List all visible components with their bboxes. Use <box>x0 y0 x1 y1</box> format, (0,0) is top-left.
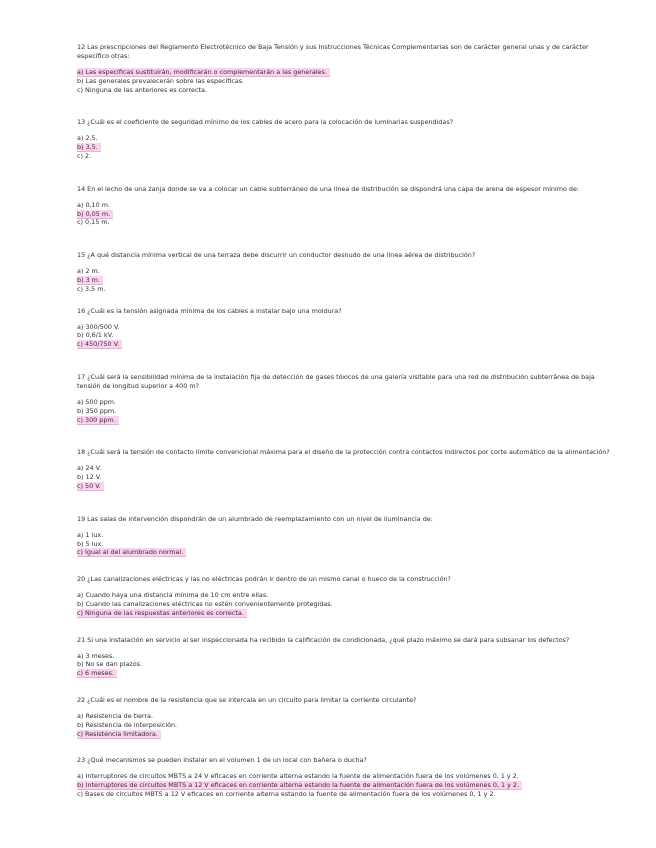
question-13 <box>77 118 617 160</box>
highlighted-answer: b) 3 m. <box>77 276 103 284</box>
highlighted-answer: b) 3,5. <box>77 143 101 151</box>
question-text: 18 ¿Cuál será la tensión de contacto límite convencional máxima para el diseño de la protección contra contactos indirectos por corte automático de la alimentación? <box>77 448 610 457</box>
question-12 <box>77 43 617 94</box>
question-14 <box>77 185 617 227</box>
answer-option-b: b) 0,6/1 kV. <box>77 331 114 340</box>
highlighted-answer: c) 300 ppm. <box>77 416 119 424</box>
question-text: 20 ¿Las canalizaciones eléctricas y las no eléctricas podrán ir dentro de un mismo canal o hueco de la construcción? <box>77 575 451 584</box>
answer-option-a: a) 2,5. <box>77 134 98 143</box>
document-page <box>77 43 617 799</box>
answer-option-c <box>77 669 617 678</box>
answer-option-c: c) Ninguna de las anteriores es correcta. <box>77 85 207 94</box>
highlighted-answer: b) 0,05 m. <box>77 210 113 218</box>
answer-option-c <box>77 730 617 739</box>
highlighted-answer: c) 450/750 V. <box>77 340 122 348</box>
answer-option-a: a) Interruptores de circuitos MBTS a 24 V eficaces en corriente alterna estando la fuente de alimentación fuera de los volúmenes 0, 1 y 2. <box>77 772 519 781</box>
question-22 <box>77 696 617 738</box>
highlighted-answer: c) Resistencia limitadora. <box>77 730 161 738</box>
answer-option-b: b) 5 lux. <box>77 539 104 548</box>
answer-option-a: a) 0,10 m. <box>77 200 110 209</box>
question-16 <box>77 307 617 349</box>
answer-option-b: b) 12 V. <box>77 473 102 482</box>
answer-option-c <box>77 340 617 349</box>
answer-option-b: b) 350 ppm. <box>77 406 117 415</box>
highlighted-answer: c) Ninguna de las respuestas anteriores es correcta. <box>77 609 247 617</box>
answer-option-b <box>77 276 617 285</box>
question-text: 19 Las salas de intervención dispondrán de un alumbrado de reemplazamiento con un nivel de iluminancia de: <box>77 514 433 523</box>
highlighted-answer: b) Interruptores de circuitos MBTS a 12 V eficaces en corriente alterna estando la fuente de alimentación fuera de los volúmenes 0, 1 y 2. <box>77 781 522 789</box>
answer-option-b: b) No se dan plazos. <box>77 660 143 669</box>
answer-option-b <box>77 781 617 790</box>
question-17 <box>77 373 617 424</box>
answer-option-b: b) Cuando las canalizaciones eléctricas no estén convenientemente protegidas. <box>77 599 333 608</box>
answer-option-c <box>77 482 617 491</box>
answer-option-c <box>77 548 617 557</box>
question-20 <box>77 575 617 617</box>
highlighted-answer: c) Igual al del alumbrado normal. <box>77 548 186 556</box>
answer-option-a: a) Cuando haya una distancia mínima de 10 cm entre ellas. <box>77 591 269 600</box>
answer-option-a: a) 2 m. <box>77 267 100 276</box>
answer-option-b: b) Resistencia de interposición. <box>77 720 178 729</box>
question-18 <box>77 448 617 490</box>
question-text: 15 ¿A qué distancia mínima vertical de una terraza debe discurrir un conductor desnudo de una línea aérea de distribución? <box>77 251 476 260</box>
highlighted-answer: c) 6 meses. <box>77 669 117 677</box>
answer-option-a: a) 3 meses. <box>77 651 115 660</box>
question-text: 22 ¿Cuál es el nombre de la resistencia que se intercala en un circuito para limitar la corriente circulante? <box>77 695 417 704</box>
answer-option-a <box>77 68 617 77</box>
answer-option-c: c) 0,15 m. <box>77 218 110 227</box>
highlighted-answer: c) 50 V. <box>77 482 104 490</box>
answer-option-c <box>77 609 617 618</box>
answer-option-b: b) Las generales prevalecerán sobre las específicas. <box>77 76 245 85</box>
question-text: 12 Las prescripciones del Reglamento Electrotécnico de Baja Tensión y sus Instrucciones Técnicas Complementarias son de carácter general unas y de carácter específico otras: <box>77 43 589 60</box>
answer-option-a: a) 500 ppm. <box>77 397 117 406</box>
question-19 <box>77 515 617 557</box>
highlighted-answer: a) Las específicas sustituirán, modificarán o complementarán a las generales. <box>77 68 330 76</box>
answer-option-b <box>77 143 617 152</box>
answer-option-c: c) 2. <box>77 151 92 160</box>
question-text: 14 En el lecho de una zanja donde se va a colocar un cable subterráneo de una línea de distribución se dispondrá una capa de arena de espesor mínimo de: <box>77 184 580 193</box>
answer-option-b <box>77 210 617 219</box>
answer-option-a: a) Resistencia de tierra. <box>77 711 154 720</box>
question-23 <box>77 756 617 798</box>
answer-option-c <box>77 416 617 425</box>
question-text: 17 ¿Cuál será la sensibilidad mínima de la instalación fija de detección de gases tóxicos de una galería visitable para una red de distribución subterránea de baja tensión de longitud superior a 400 m? <box>77 372 595 390</box>
question-text: 16 ¿Cuál es la tensión asignada mínima de los cables a instalar bajo una moldura? <box>77 306 342 315</box>
answer-option-a: a) 1 lux. <box>77 530 104 539</box>
question-21 <box>77 636 617 678</box>
question-text: 21 Si una instalación en servicio al ser inspeccionada ha recibido la calificación de condicionada, ¿qué plazo máximo se dará para subsanar los defectos? <box>77 635 570 644</box>
answer-option-a: a) 300/500 V. <box>77 322 120 331</box>
answer-option-a: a) 24 V. <box>77 464 102 473</box>
question-text: 13 ¿Cuál es el coeficiente de seguridad mínimo de los cables de acero para la colocación de luminarias suspendidas? <box>77 118 454 127</box>
question-text: 23 ¿Qué mecanismos se pueden instalar en el volumen 1 de un local con bañera o ducha? <box>77 756 367 765</box>
question-15 <box>77 251 617 293</box>
answer-option-c: c) Bases de circuitos MBTS a 12 V eficaces en corriente alterna estando la fuente de alimentación fuera de los volúmenes 0, 1 y 2. <box>77 789 496 798</box>
answer-option-c: c) 3,5 m. <box>77 284 106 293</box>
